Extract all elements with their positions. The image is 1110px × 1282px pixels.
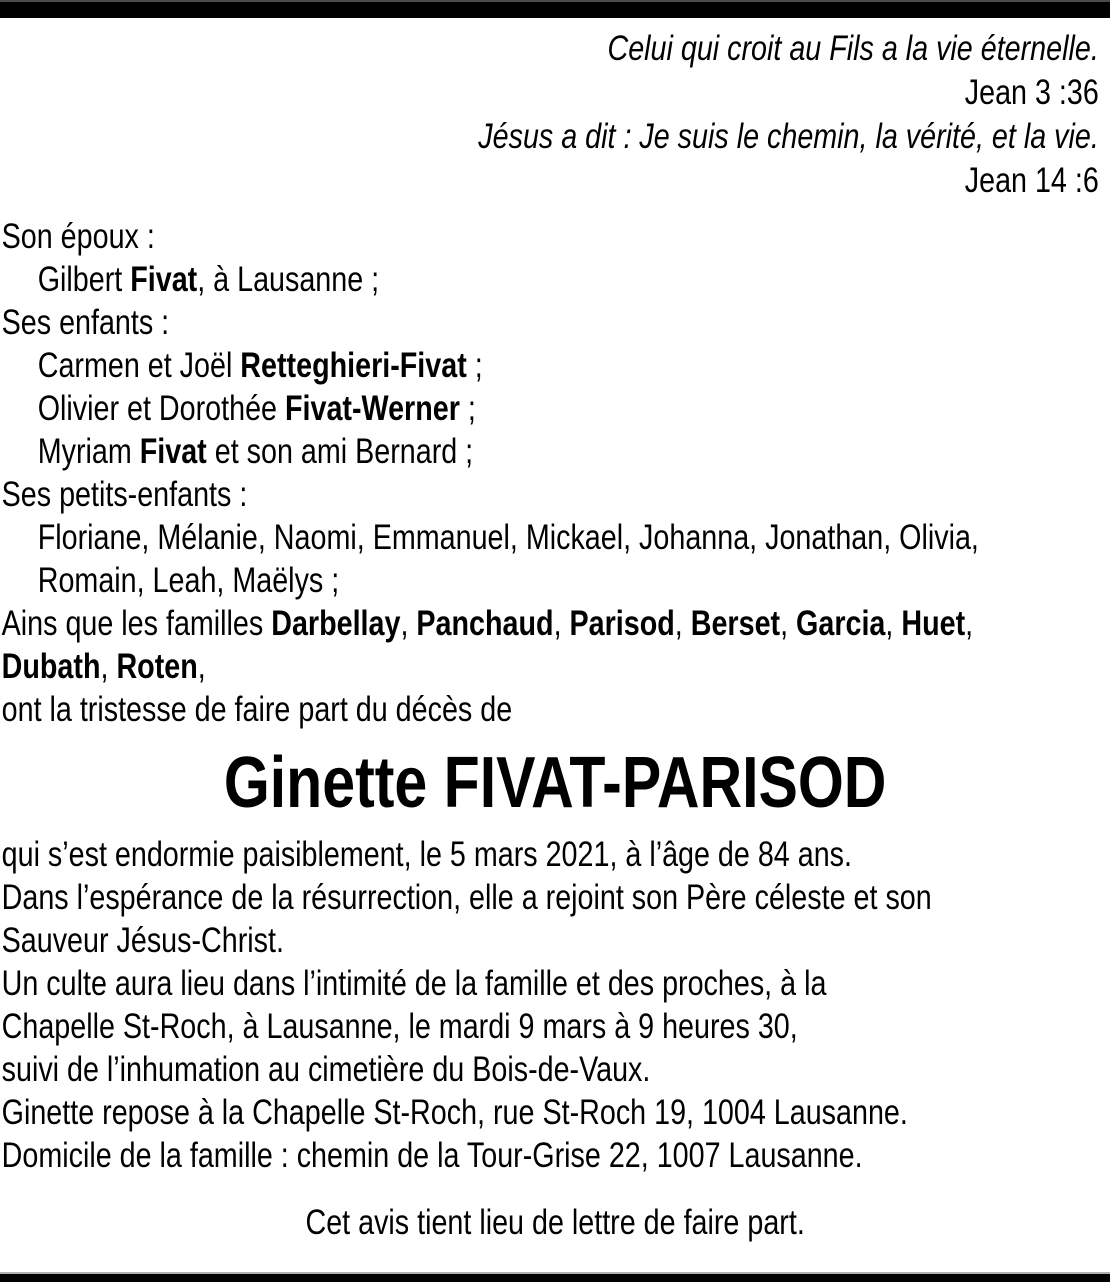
text-segment: Jésus a dit : Je suis le chemin, la vérité, et la vie. xyxy=(478,117,1099,156)
text-segment: Dans l’espérance de la résurrection, elle a rejoint son Père céleste et son xyxy=(1,878,932,917)
family-surname: Dubath xyxy=(1,647,101,686)
text-segment: Ses petits-enfants : xyxy=(1,475,248,514)
text-segment: Romain, Leah, Maëlys ; xyxy=(37,561,340,600)
text-segment: Floriane, Mélanie, Naomi, Emmanuel, Mickael, Johanna, Jonathan, Olivia, xyxy=(37,518,979,557)
text-segment: Chapelle St-Roch, à Lausanne, le mardi 9 mars à 9 heures 30, xyxy=(1,1007,798,1046)
text-segment: Domicile de la famille : chemin de la Tour-Grise 22, 1007 Lausanne. xyxy=(1,1136,863,1175)
body-line xyxy=(0,833,1110,876)
family-surname: Fivat-Werner xyxy=(284,389,460,428)
body-line xyxy=(0,1134,1110,1177)
text-segment: Jean 14 :6 xyxy=(964,161,1099,200)
family-surname: Darbellay xyxy=(271,604,401,643)
top-rule xyxy=(0,0,1110,18)
family-surname: Parisod xyxy=(569,604,675,643)
scripture-epigraph xyxy=(0,18,1110,203)
family-line xyxy=(0,430,1110,473)
family-line xyxy=(0,473,1110,516)
family-line xyxy=(0,516,1110,559)
body-line xyxy=(0,962,1110,1005)
text-segment: Sauveur Jésus-Christ. xyxy=(1,921,284,960)
text-segment: , xyxy=(885,604,902,643)
family-surname: Roten xyxy=(116,647,198,686)
text-segment: Celui qui croit au Fils a la vie éternelle. xyxy=(607,29,1099,68)
text-segment: Jean 3 :36 xyxy=(964,73,1099,112)
funeral-details xyxy=(0,825,1110,1177)
family-surname: Huet xyxy=(901,604,966,643)
family-line xyxy=(0,301,1110,344)
text-segment: ; xyxy=(459,389,476,428)
text-segment: et son ami Bernard ; xyxy=(206,432,474,471)
text-segment: ; xyxy=(466,346,483,385)
family-surname: Fivat xyxy=(130,260,198,299)
text-segment: Ains que les familles xyxy=(1,604,272,643)
epigraph-line xyxy=(0,27,1099,71)
family-surname: Panchaud xyxy=(416,604,554,643)
text-segment: Son époux : xyxy=(1,217,155,256)
family-line xyxy=(0,688,1110,731)
text-segment: , xyxy=(674,604,691,643)
epigraph-line xyxy=(0,71,1099,115)
text-segment: , xyxy=(780,604,797,643)
bottom-rule xyxy=(0,1272,1110,1282)
deceased-name: Ginette FIVAT-PARISOD xyxy=(223,743,887,823)
text-segment: Gilbert xyxy=(37,260,131,299)
family-line xyxy=(0,602,1110,645)
family-line xyxy=(0,215,1110,258)
text-segment: , xyxy=(197,647,206,686)
family-surname: Fivat xyxy=(139,432,207,471)
family-surname: Berset xyxy=(690,604,781,643)
family-line xyxy=(0,645,1110,688)
body-line xyxy=(0,1091,1110,1134)
family-line xyxy=(0,344,1110,387)
text-segment: suivi de l’inhumation au cimetière du Bois-de-Vaux. xyxy=(1,1050,651,1089)
body-line xyxy=(0,919,1110,962)
text-segment: qui s’est endormie paisiblement, le 5 mars 2021, à l’âge de 84 ans. xyxy=(1,835,852,874)
text-segment: Myriam xyxy=(37,432,140,471)
family-surname: Garcia xyxy=(796,604,886,643)
body-line xyxy=(0,876,1110,919)
family-surname: Retteghieri-Fivat xyxy=(240,346,467,385)
family-line xyxy=(0,387,1110,430)
text-segment: Ginette repose à la Chapelle St-Roch, rue St-Roch 19, 1004 Lausanne. xyxy=(1,1093,908,1132)
family-announcement xyxy=(0,203,1110,731)
text-segment: , à Lausanne ; xyxy=(197,260,380,299)
family-line xyxy=(0,258,1110,301)
epigraph-line xyxy=(0,115,1099,159)
text-segment: , xyxy=(965,604,974,643)
text-segment: , xyxy=(553,604,570,643)
text-segment: , xyxy=(400,604,417,643)
text-segment: ont la tristesse de faire part du décès de xyxy=(1,690,513,729)
text-segment: Un culte aura lieu dans l’intimité de la famille et des proches, à la xyxy=(1,964,827,1003)
text-segment: Olivier et Dorothée xyxy=(37,389,285,428)
family-line xyxy=(0,559,1110,602)
epigraph-line xyxy=(0,159,1099,203)
body-line xyxy=(0,1048,1110,1091)
closing-statement: Cet avis tient lieu de lettre de faire part. xyxy=(305,1203,805,1242)
text-segment: Carmen et Joël xyxy=(37,346,241,385)
text-segment: Ses enfants : xyxy=(1,303,170,342)
notice-content xyxy=(0,18,1110,1244)
body-line xyxy=(0,1005,1110,1048)
text-segment: , xyxy=(100,647,117,686)
